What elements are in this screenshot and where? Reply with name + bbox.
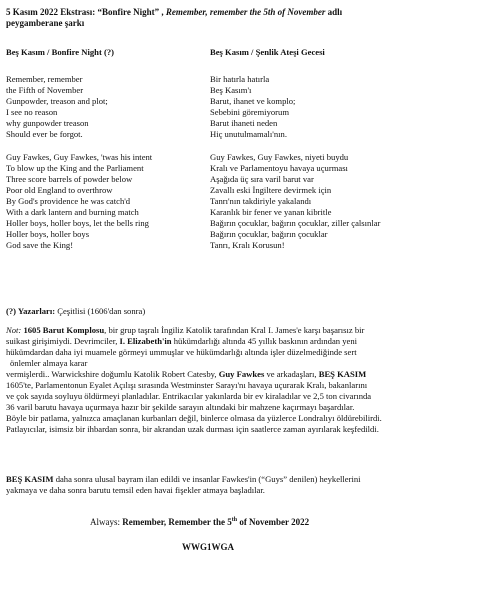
lyric-line: Remember, remember: [6, 74, 83, 84]
lyric-line: Guy Fawkes, Guy Fawkes, 'twas his intent: [6, 152, 153, 162]
lyric-line: Holler boys, holler boys: [6, 229, 90, 239]
lyric-line: Beş Kasım'ı: [210, 85, 252, 95]
lyric-line: Bağırın çocuklar, bağırın çocuklar, ziller çalsınlar: [210, 218, 381, 228]
lyric-line: Tanrı, Kralı Korusun!: [210, 240, 285, 250]
heading-part2: Remember, remember the 5th of November: [165, 7, 326, 17]
lyric-line: Barut ihaneti neden: [210, 118, 278, 128]
lyric-line: I see no reason: [6, 107, 58, 117]
lyric-line: Tanrı'nın takdiriyle yakalandı: [210, 196, 312, 206]
lyric-line: Sebebini göremiyorum: [210, 107, 290, 117]
note-plot-name: 1605 Barut Komplosu: [23, 325, 105, 335]
note-queen: I. Elizabeth'in: [119, 336, 172, 346]
authors-label: (?) Yazarları:: [6, 306, 56, 316]
lyric-line: Three score barrels of powder below: [6, 174, 133, 184]
turkish-lyrics: [210, 47, 430, 263]
callsign: WWG1WGA: [182, 542, 235, 552]
turkish-stanza-2: [210, 152, 430, 251]
english-stanza-2: [6, 152, 226, 251]
note-text: 1605'te, Parlamentonun Eyalet Açılışı sırasında Westminster Sarayı'nı havaya uçurarak Kralı, bakanlarını: [6, 380, 368, 390]
lyric-line: Kralı ve Parlamentoyu havaya uçurması: [210, 163, 348, 173]
document-heading: [6, 7, 482, 29]
document-page: [6, 7, 482, 552]
lyric-line: Zavallı eski İngiltere devirmek için: [210, 185, 332, 195]
bes-kasim-bold: BEŞ KASIM: [6, 474, 54, 484]
english-title: Beş Kasım / Bonfire Night (?): [6, 47, 114, 57]
note-text: Böyle bir patlama, yalnızca amaçlanan kurbanları değil, binlerce olmasa da yüzlerce Londralıyı öldürebilirdi.: [6, 413, 382, 423]
note-text: ve arkadaşları,: [266, 369, 317, 379]
note-text: 36 varil barutu havaya uçurmaya hazır bir şekilde sarayın altındaki bir mahzene kaçırmayı başardılar.: [6, 402, 355, 412]
authors-value: Çeşitlisi (1606'dan sonra): [57, 306, 146, 316]
lyric-line: Karanlık bir fener ve yanan kibritle: [210, 207, 332, 217]
english-lyrics: [6, 47, 226, 263]
turkish-title: Beş Kasım / Şenlik Ateşi Gecesi: [210, 47, 325, 57]
lyric-line: Aşağıda üç sıra varil barut var: [210, 174, 314, 184]
authors-line: [6, 306, 145, 317]
lyric-line: Gunpowder, treason and plot;: [6, 96, 108, 106]
note-text: Patlayıcılar, isimsiz bir ihbardan sonra, bir akrandan uzak durması için saatlerce zaman ayırılarak keşfedildi.: [6, 424, 379, 434]
history-note: [6, 325, 482, 435]
note-text: , bir grup taşralı İngiliz Katolik tarafından Kral I. James'e karşı başarısız bir: [104, 325, 365, 335]
lyric-line: With a dark lantern and burning match: [6, 207, 139, 217]
note-text: hükümdardan daha iyi muamele görmeyi ummuşlar ve hükümdarlığı altında işler düzelmediğinde sert: [6, 347, 357, 357]
note-text: hükümdarlığı altında 45 yıllık baskının ardından yeni: [173, 336, 358, 346]
english-stanza-1: [6, 74, 226, 140]
heading-part3: adlı: [327, 7, 343, 17]
bes-kasim-paragraph: [6, 474, 482, 496]
bes-text: daha sonra ulusal bayram ilan edildi ve insanlar Fawkes'in (“Guys” denilen) heykellerini: [55, 474, 361, 484]
note-text: suikast girişimiydi. Devrimciler,: [6, 336, 118, 346]
lyric-line: Bir hatırla hatırla: [210, 74, 270, 84]
lyric-line: Poor old England to overthrow: [6, 185, 113, 195]
motto-superscript: th: [231, 517, 238, 523]
lyric-line: Hiç unutulmamalı'nın.: [210, 129, 287, 139]
lyric-line: the Fifth of November: [6, 85, 84, 95]
lyric-line: Should ever be forgot.: [6, 129, 83, 139]
lyric-line: Bağırın çocuklar, bağırın çocuklar: [210, 229, 328, 239]
motto-text: of November 2022: [239, 517, 310, 527]
lyric-line: To blow up the King and the Parliament: [6, 163, 144, 173]
note-text: vermişlerdi.. Warwickshire doğumlu Katolik Robert Catesby,: [6, 369, 217, 379]
heading-line2: peygamberane şarkı: [6, 18, 85, 28]
lyric-line: why gunpowder treason: [6, 118, 89, 128]
note-bes-kasim: BEŞ KASIM: [318, 369, 367, 379]
lyric-line: Guy Fawkes, Guy Fawkes, niyeti buydu: [210, 152, 349, 162]
lyric-line: By God's providence he was catch'd: [6, 196, 131, 206]
always-label: Always:: [90, 517, 120, 527]
always-motto: [90, 517, 309, 528]
note-text: ve çok sayıda soyluyu öldürmeyi planladılar. Entrikacılar yakınlarda bir ev kiraladılar ve 2,5 ton civarında: [6, 391, 372, 401]
bes-text: yakmaya ve daha sonra barutu temsil eden havai fişekler atmaya başladılar.: [6, 485, 265, 495]
heading-part1: 5 Kasım 2022 Ekstrası: “Bonfire Night” ,: [6, 7, 164, 17]
note-label: Not:: [6, 325, 22, 335]
turkish-stanza-1: [210, 74, 430, 140]
lyric-line: Holler boys, holler boys, let the bells ring: [6, 218, 149, 228]
lyric-line: Barut, ihanet ve komplo;: [210, 96, 296, 106]
note-text: önlemler almaya karar: [10, 358, 88, 368]
lyric-line: God save the King!: [6, 240, 74, 250]
note-guy-fawkes: Guy Fawkes: [218, 369, 265, 379]
motto-text: Remember, Remember the 5: [122, 517, 232, 527]
